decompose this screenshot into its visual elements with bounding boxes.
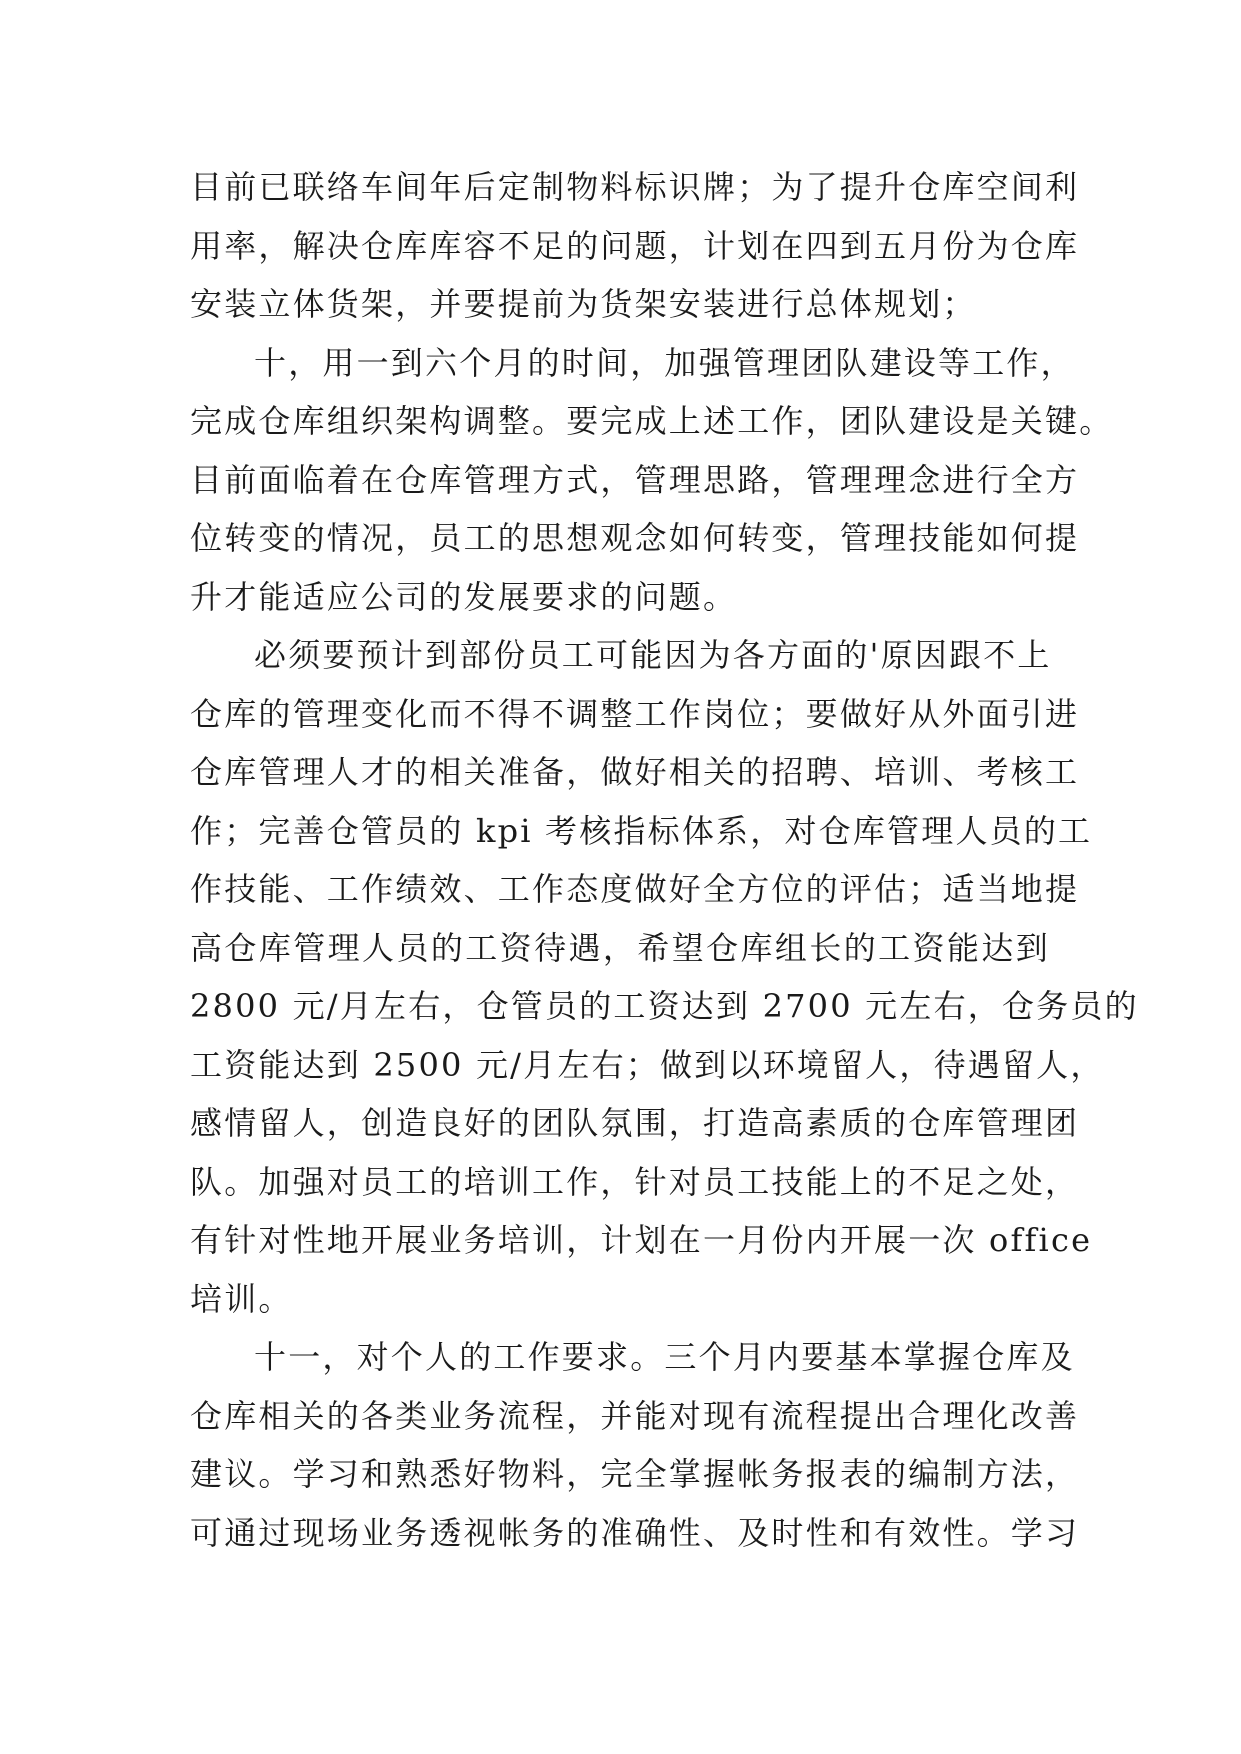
text-line: 用率，解决仓库库容不足的问题，计划在四到五月份为仓库 [190, 226, 1080, 265]
paragraph-2 [190, 334, 1114, 627]
text-line: 仓库相关的各类业务流程，并能对现有流程提出合理化改善 [190, 1396, 1080, 1435]
text-line: 感情留人，创造良好的团队氛围，打造高素质的仓库管理团 [190, 1104, 1080, 1142]
text-line: 工资能达到 2500 元/月左右；做到以环境留人，待遇留人， [190, 1045, 1105, 1084]
text-line: 十一，对个人的工作要求。三个月内要基本掌握仓库及 [254, 1338, 1075, 1376]
text-line: 安装立体货架，并要提前为货架安装进行总体规划； [190, 285, 977, 323]
paragraph-4 [190, 1328, 1080, 1562]
text-line: 十，用一到六个月的时间，加强管理团队建设等工作， [254, 343, 1075, 382]
text-line: 高仓库管理人员的工资待遇，希望仓库组长的工资能达到 [190, 928, 1050, 967]
text-line: 培训。 [190, 1279, 293, 1318]
text-line: 作技能、工作绩效、工作态度做好全方位的评估；适当地提 [190, 870, 1080, 908]
text-line: 完成仓库组织架构调整。要完成上述工作，团队建设是关键。 [190, 402, 1114, 440]
paragraph-1 [190, 158, 1080, 334]
text-line: 升才能适应公司的发展要求的问题。 [190, 577, 738, 616]
text-line: 仓库管理人才的相关准备，做好相关的招聘、培训、考核工 [190, 753, 1080, 791]
text-line: 位转变的情况，员工的思想观念如何转变，管理技能如何提 [190, 519, 1080, 557]
text-line: 队。加强对员工的培训工作，针对员工技能上的不足之处， [190, 1162, 1080, 1201]
text-line: 作；完善仓管员的 kpi 考核指标体系，对仓库管理人员的工 [190, 811, 1093, 850]
text-line: 目前已联络车间年后定制物料标识牌；为了提升仓库空间利 [190, 168, 1080, 206]
paragraph-3 [190, 626, 1139, 1328]
text-line: 目前面临着在仓库管理方式，管理思路，管理理念进行全方 [190, 460, 1080, 499]
document-body [190, 158, 1139, 1562]
text-line: 仓库的管理变化而不得不调整工作岗位；要做好从外面引进 [190, 694, 1080, 733]
text-line: 2800 元/月左右，仓管员的工资达到 2700 元左右，仓务员的 [190, 987, 1139, 1025]
text-line: 有针对性地开展业务培训，计划在一月份内开展一次 office [190, 1221, 1093, 1259]
text-line: 可通过现场业务透视帐务的准确性、及时性和有效性。学习 [190, 1513, 1080, 1552]
text-line: 必须要预计到部份员工可能因为各方面的'原因跟不上 [254, 636, 1052, 674]
text-line: 建议。学习和熟悉好物料，完全掌握帐务报表的编制方法， [190, 1455, 1080, 1493]
